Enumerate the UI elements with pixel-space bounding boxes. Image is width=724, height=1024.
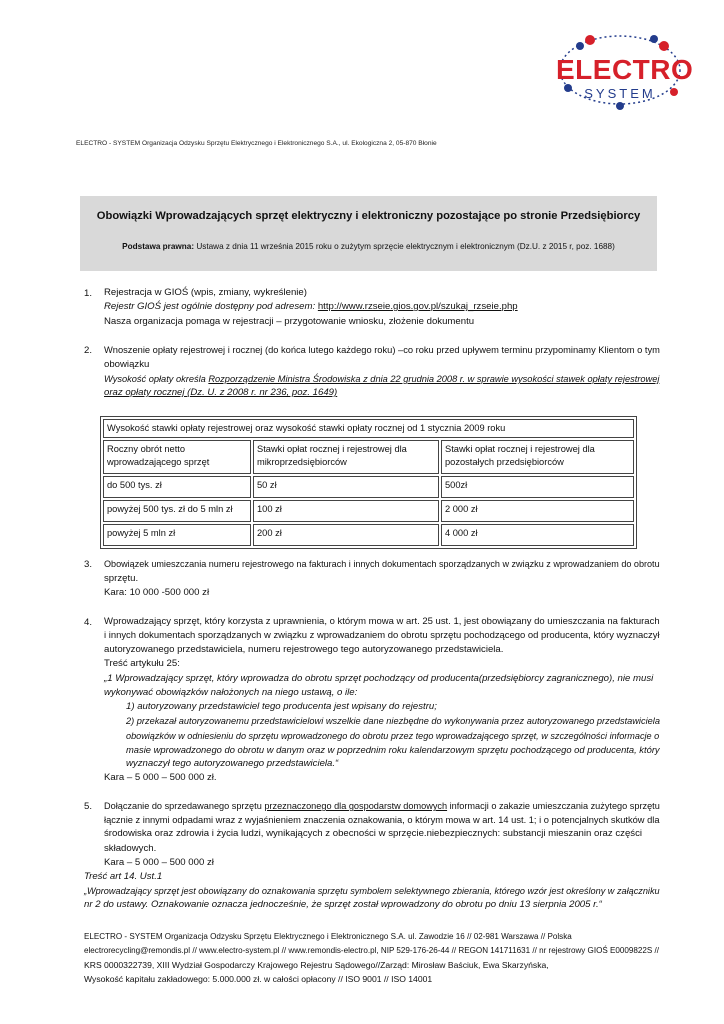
table-row — [103, 524, 634, 546]
table-cell: 2 000 zł — [441, 500, 634, 522]
footer-line-3: KRS 0000322739, XIII Wydział Gospodarczy Krajowego Rejestru Sądowego//Zarząd: Mirosław Baściuk, Ewa Skarzyńska, — [84, 960, 549, 970]
item-4-quote-7: wyznaczył tego autoryzowanego przedstawiciela.“ — [126, 758, 339, 769]
table-caption-row — [103, 419, 634, 438]
item-2-line-1: Wnoszenie opłaty rejestrowej i rocznej (do końca lutego każdego roku) –co roku przed upływem terminu przypominamy Klientom o tym — [104, 345, 660, 355]
table-cell: powyżej 500 tys. zł do 5 mln zł — [103, 500, 251, 522]
item-4-article-label: Treść artykułu 25: — [104, 658, 180, 669]
legal-basis-text: Ustawa z dnia 11 września 2015 roku o zużytym sprzęcie elektrycznym i elektronicznym (Dz.U. z 2015 r, poz. 1688) — [194, 242, 615, 251]
item-2-line-2: obowiązku — [104, 359, 150, 370]
item-5-quote-2: nr 2 do ustawy. Oznakowanie oznacza jednocześnie, że sprzęt został wprowadzony do obrotu po dniu 13 sierpnia 2005 r.“ — [84, 899, 602, 910]
item-4-quote-4: 2) przekazał autoryzowanemu przedstawicielowi wszelkie dane niezbędne do wykonywania przez autoryzowanego przedstawiciela — [126, 716, 660, 726]
item-2-number: 2. — [84, 345, 93, 356]
item-1-registry-text: Rejestr GIOŚ jest ogólnie dostępny pod adresem: — [104, 301, 318, 312]
item-5-line-4: składowych. — [104, 843, 157, 854]
footer-line-2: electrorecycling@remondis.pl // www.electro-system.pl // www.remondis-electro.pl, NIP 529-176-26-44 // REGON 141711631 // nr rejestrowy GIOŚ E0009822S // — [84, 946, 659, 955]
item-3-line-2: sprzętu. — [104, 573, 139, 584]
table-cell: 4 000 zł — [441, 524, 634, 546]
table-cell: 500zł — [441, 476, 634, 498]
item-5-penalty: Kara – 5 000 – 500 000 zł — [104, 857, 214, 868]
table-row — [103, 500, 634, 522]
regulation-link-part-2[interactable]: oraz opłaty rocznej (Dz. U. z 2008 r. nr 236, poz. 1649) — [104, 387, 338, 398]
table-caption: Wysokość stawki opłaty rejestrowej oraz wysokość stawki opłaty rocznej od 1 stycznia 2009 roku — [103, 419, 634, 438]
item-1-line-3: Nasza organizacja pomaga w rejestracji – przygotowanie wniosku, złożenie dokumentu — [104, 316, 475, 327]
table-cell: do 500 tys. zł — [103, 476, 251, 498]
document-title: Obowiązki Wprowadzających sprzęt elektryczny i elektroniczny pozostające po stronie Przedsiębiorcy — [96, 210, 641, 222]
logo-text-system: SYSTEM — [584, 86, 656, 101]
item-3-line-1: Obowiązek umieszczania numeru rejestrowego na fakturach i innych dokumentach sporządzanych w związku z wprowadzaniem do obrotu — [104, 559, 660, 569]
item-4-line-2: i innych dokumentach sporządzanych w związku z wprowadzaniem do obrotu sprzętu pochodzącego od producenta, który wyznaczył — [104, 630, 660, 641]
logo-text-electro: ELECTRO — [556, 54, 694, 85]
electro-system-logo — [556, 26, 694, 112]
item-2-line-3 — [104, 372, 659, 386]
item-5-line-2: łącznie z innymi odpadami wraz z wyjaśnieniem znaczenia oznakowania, o którym mowa w art. 14 ust. 1; i o potencjalnych skutków dla — [104, 815, 660, 825]
item-4-quote-3: 1) autoryzowany przedstawiciel tego producenta jest wpisany do rejestru; — [126, 701, 437, 712]
item-4-penalty: Kara – 5 000 – 500 000 zł. — [104, 772, 217, 783]
table-header-cell: Stawki opłat rocznej i rejestrowej dla mikroprzedsiębiorców — [253, 440, 439, 474]
item-4-line-1: Wprowadzający sprzęt, który korzysta z uprawnienia, o którym mowa w art. 25 ust. 1, jest obowiązany do umieszczania na fakturach — [104, 616, 660, 627]
item-4-quote-6: masie wprowadzonego do obrotu w danym oraz w poprzednim roku kalendarzowym sprzętu pochodzącego od producenta, który — [126, 745, 660, 755]
item-1-number: 1. — [84, 288, 93, 299]
table-header-cell: Stawki opłat rocznej i rejestrowej dla pozostałych przedsiębiorców — [441, 440, 634, 474]
item-4-quote-5: obowiązków w odniesieniu do sprzętu wprowadzonego do obrotu przez tego wprowadzającego sprzęt, w szczególności informacje o — [126, 731, 660, 741]
footer-line-4: Wysokość kapitału zakładowego: 5.000.000 zł. w całości opłacony // ISO 9001 // ISO 14001 — [84, 974, 433, 984]
regulation-link-part-1[interactable]: Rozporządzenie Ministra Środowiska z dnia 22 grudnia 2008 r. w sprawie wysokości stawek opłaty rejestrowej — [208, 374, 660, 384]
fee-table — [100, 416, 637, 549]
table-cell: 100 zł — [253, 500, 439, 522]
item-5-quote-1: „Wprowadzający sprzęt jest obowiązany do oznakowania sprzętu symbolem selektywnego zbierania, którego wzór jest określony w załączniku — [84, 886, 660, 896]
item-1-line-2 — [104, 300, 518, 314]
item-5-line-1 — [104, 799, 660, 813]
item-3-number: 3. — [84, 559, 93, 570]
table-header-cell: Roczny obrót netto wprowadzającego sprzęt — [103, 440, 251, 474]
table-cell: 50 zł — [253, 476, 439, 498]
legal-basis — [80, 242, 657, 251]
item-5-number: 5. — [84, 801, 93, 812]
item-1-line-1: Rejestracja w GIOŚ (wpis, zmiany, wykreślenie) — [104, 287, 307, 298]
item-4-quote-2: wykonywać obowiązków nałożonych na niego ustawą, o ile: — [104, 687, 358, 698]
gios-registry-link[interactable]: http://www.rzseie.gios.gov.pl/szukaj_rzseie.php — [317, 301, 518, 312]
table-header-row — [103, 440, 634, 474]
table-cell: powyżej 5 mln zł — [103, 524, 251, 546]
item-5-article: Treść art 14. Ust.1 — [84, 871, 163, 882]
item-3-penalty: Kara: 10 000 -500 000 zł — [104, 587, 210, 598]
item-4-number: 4. — [84, 617, 93, 628]
page-footer — [84, 930, 659, 986]
table-row — [103, 476, 634, 498]
organization-address-line: ELECTRO - SYSTEM Organizacja Odzysku Sprzętu Elektrycznego i Elektronicznego S.A., ul. Ekologiczna 2, 05-870 Błonie — [76, 140, 437, 147]
legal-basis-label: Podstawa prawna: — [122, 242, 195, 251]
item-2-fee-text: Wysokość opłaty określa — [104, 374, 209, 384]
footer-line-1: ELECTRO - SYSTEM Organizacja Odzysku Sprzętu Elektrycznego i Elektronicznego S.A. ul. Zawodzie 16 // 02-981 Warszawa // Polska — [84, 932, 572, 941]
title-banner — [80, 196, 657, 271]
item-4-quote-1: „1 Wprowadzający sprzęt, który wprowadza do obrotu sprzęt pochodzący od producenta(przedsiębiorcy zagranicznego), nie musi — [104, 673, 654, 684]
item-5-line-3: środowiska oraz zdrowia i życia ludzi, wynikających z obecności w sprzęcie.niebezpiecznych: substancji mieszanin oraz części — [104, 828, 643, 839]
item-5-text-b: informacji o zakazie umieszczania zużytego sprzętu — [447, 801, 660, 811]
table-cell: 200 zł — [253, 524, 439, 546]
item-5-text-a: Dołączanie do sprzedawanego sprzętu — [104, 801, 265, 811]
item-4-line-3: autoryzowanego przedstawiciela, numeru rejestrowego tego autoryzowanego przedstawiciela. — [104, 644, 504, 655]
household-equipment-link[interactable]: przeznaczonego dla gospodarstw domowych — [264, 801, 448, 811]
